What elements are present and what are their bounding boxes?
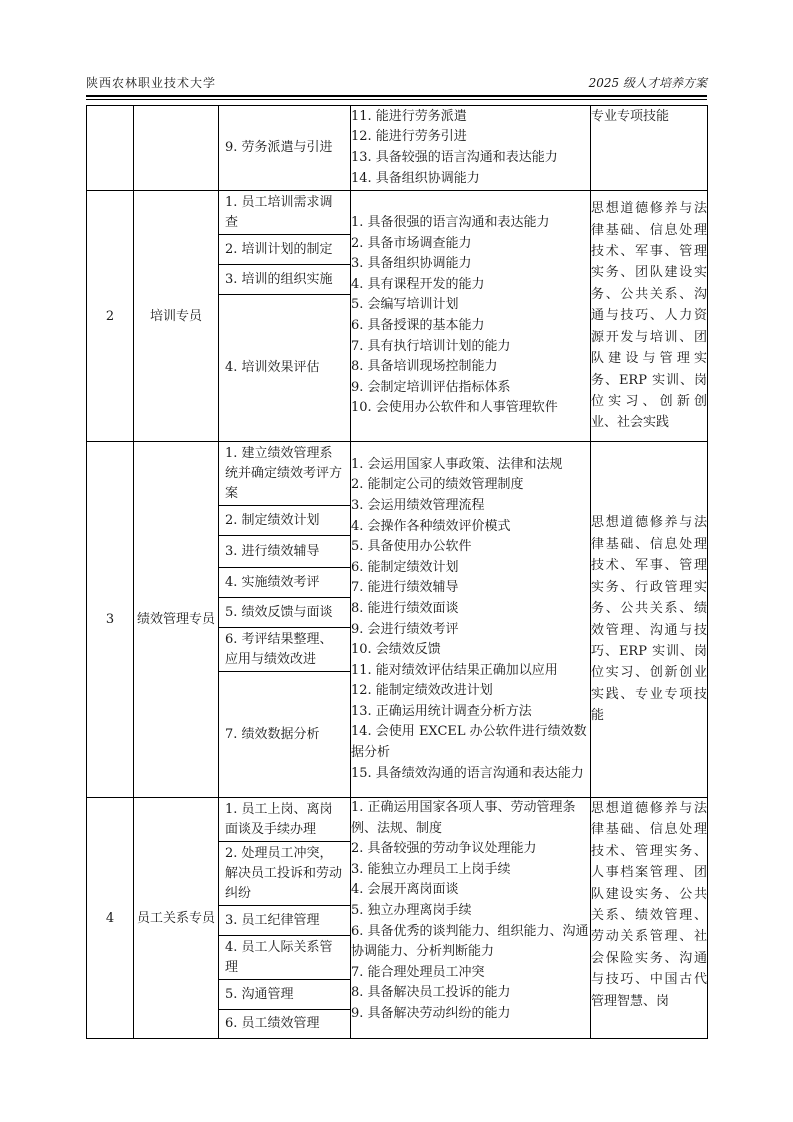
- ability-item: 10. 会使用办公软件和人事管理软件: [351, 400, 558, 416]
- work-task: 5. 沟通管理: [219, 980, 350, 1010]
- position-ability-table: [86, 105, 708, 1039]
- table-row: [87, 106, 708, 191]
- work-tasks-cell: [219, 798, 351, 1039]
- ability-item: 5. 独立办理离岗手续: [351, 902, 472, 918]
- ability-item: 5. 具备使用办公软件: [351, 539, 472, 555]
- ability-item: 3. 能独立办理员工上岗手续: [351, 861, 511, 877]
- work-task: 3. 员工纪律管理: [219, 906, 350, 936]
- ability-item: 14. 会使用 EXCEL 办公软件进行绩效数据分析: [351, 724, 587, 761]
- ability-item: 7. 能进行绩效辅导: [351, 580, 459, 596]
- ability-item: 6. 具备授课的基本能力: [351, 318, 485, 333]
- ability-item: 7. 能合理处理员工冲突: [351, 964, 485, 980]
- abilities-cell: [351, 442, 591, 798]
- ability-item: 9. 具备解决劳动纠纷的能力: [351, 1005, 511, 1021]
- work-task: 2. 处理员工冲突，解决员工投诉和劳动纠纷: [219, 842, 350, 906]
- work-task: 2. 制定绩效计划: [219, 506, 350, 536]
- work-task: 4. 培训效果评估: [225, 360, 320, 375]
- ability-item: 2. 具备市场调查能力: [351, 235, 472, 251]
- abilities-cell: [351, 798, 591, 1039]
- work-tasks-cell: [219, 106, 351, 191]
- ability-item: 6. 能制定绩效计划: [351, 559, 459, 575]
- ability-item: 12. 能进行劳务引进: [351, 129, 467, 145]
- courses-cell: 专业专项技能: [591, 106, 708, 191]
- header-rule-thick: [86, 95, 707, 97]
- ability-item: 11. 能对绩效评估结果正确加以应用: [351, 662, 558, 678]
- ability-item: 8. 具备解决员工投诉的能力: [351, 985, 511, 1001]
- courses-cell: 思想道德修养与法律基础、信息处理技术、军事、管理实务、团队建设实务、公共关系、沟通与技巧、人力资源开发与培训、团队建设与管理实务、ERP 实训、岗位实习、创新创业、社会实践: [591, 191, 708, 442]
- ability-item: 2. 具备较强的劳动争议处理能力: [351, 841, 537, 857]
- work-task: 1. 员工培训需求调查: [219, 191, 350, 235]
- ability-item: 1. 正确运用国家各项人事、劳动管理条例、法规、制度: [351, 800, 576, 836]
- ability-item: 14. 具备组织协调能力: [351, 170, 480, 186]
- work-task: 6. 员工绩效管理: [225, 1016, 320, 1031]
- school-name: 陕西农林职业技术大学: [86, 76, 217, 90]
- work-task: 9. 劳务派遣与引进: [225, 140, 333, 155]
- work-task: 3. 进行绩效辅导: [219, 536, 350, 568]
- plan-title: 2025 级人才培养方案: [588, 76, 707, 90]
- ability-item: 3. 会运用绩效管理流程: [351, 497, 485, 513]
- abilities-cell: [351, 191, 591, 442]
- courses-cell: 思想道德修养与法律基础、信息处理技术、管理实务、人事档案管理、团队建设实务、公共关系、绩效管理、劳动关系管理、社会保险实务、沟通与技巧、中国古代管理智慧、岗: [591, 798, 708, 1039]
- ability-item: 12. 能制定绩效改进计划: [351, 683, 493, 699]
- work-tasks-cell: [219, 191, 351, 442]
- ability-item: 8. 能进行绩效面谈: [351, 600, 459, 616]
- work-task: 2. 培训计划的制定: [219, 235, 350, 265]
- ability-item: 4. 具有课程开发的能力: [351, 276, 485, 292]
- row-number: 4: [87, 798, 134, 1039]
- ability-item: 7. 具有执行培训计划的能力: [351, 338, 511, 354]
- work-task: 5. 绩效反馈与面谈: [219, 598, 350, 628]
- ability-item: 9. 会进行绩效考评: [351, 621, 459, 637]
- work-task: 1. 员工上岗、离岗面谈及手续办理: [219, 798, 350, 842]
- ability-item: 5. 会编写培训计划: [351, 297, 459, 313]
- ability-item: 15. 具备绩效沟通的语言沟通和表达能力: [351, 765, 584, 781]
- position-name: 员工关系专员: [134, 798, 219, 1039]
- table-row: [87, 442, 708, 798]
- row-number: [87, 106, 134, 191]
- ability-item: 11. 能进行劳务派遣: [351, 108, 467, 124]
- table-row: [87, 798, 708, 1039]
- ability-item: 2. 能制定公司的绩效管理制度: [351, 477, 524, 493]
- ability-item: 6. 具备优秀的谈判能力、组织能力、沟通协调能力、分析判断能力: [351, 923, 589, 960]
- page-header: [86, 74, 707, 92]
- ability-item: 13. 正确运用统计调查分析方法: [351, 703, 532, 719]
- ability-item: 9. 会制定培训评估指标体系: [351, 379, 511, 395]
- ability-item: 8. 具备培训现场控制能力: [351, 359, 498, 375]
- work-task: 6. 考评结果整理、应用与绩效改进: [219, 628, 350, 672]
- ability-item: 13. 具备较强的语言沟通和表达能力: [351, 150, 558, 165]
- ability-item: 3. 具备组织协调能力: [351, 256, 472, 272]
- work-task: 4. 实施绩效考评: [219, 568, 350, 598]
- work-task: 4. 员工人际关系管理: [219, 936, 350, 980]
- row-number: 3: [87, 442, 134, 798]
- header-rule-thin: [86, 99, 707, 100]
- ability-item: 1. 会运用国家人事政策、法律和法规: [351, 456, 563, 472]
- row-number: 2: [87, 191, 134, 442]
- courses-cell: 思想道德修养与法律基础、信息处理技术、军事、管理实务、行政管理实务、公共关系、绩效管理、沟通与技巧、ERP 实训、岗位实习、创新创业实践、专业专项技能: [591, 442, 708, 798]
- position-name: 培训专员: [134, 191, 219, 442]
- work-tasks-cell: [219, 442, 351, 798]
- ability-item: 4. 会展开离岗面谈: [351, 882, 459, 898]
- work-task: 1. 建立绩效管理系统并确定绩效考评方案: [219, 442, 350, 506]
- ability-item: 4. 会操作各种绩效评价模式: [351, 518, 511, 534]
- position-name: 绩效管理专员: [134, 442, 219, 798]
- ability-item: 1. 具备很强的语言沟通和表达能力: [351, 215, 550, 231]
- work-task: 3. 培训的组织实施: [219, 265, 350, 295]
- position-name: [134, 106, 219, 191]
- ability-item: 10. 会绩效反馈: [351, 642, 441, 658]
- table-row: [87, 191, 708, 442]
- abilities-cell: [351, 106, 591, 191]
- work-task: 7. 绩效数据分析: [225, 726, 320, 742]
